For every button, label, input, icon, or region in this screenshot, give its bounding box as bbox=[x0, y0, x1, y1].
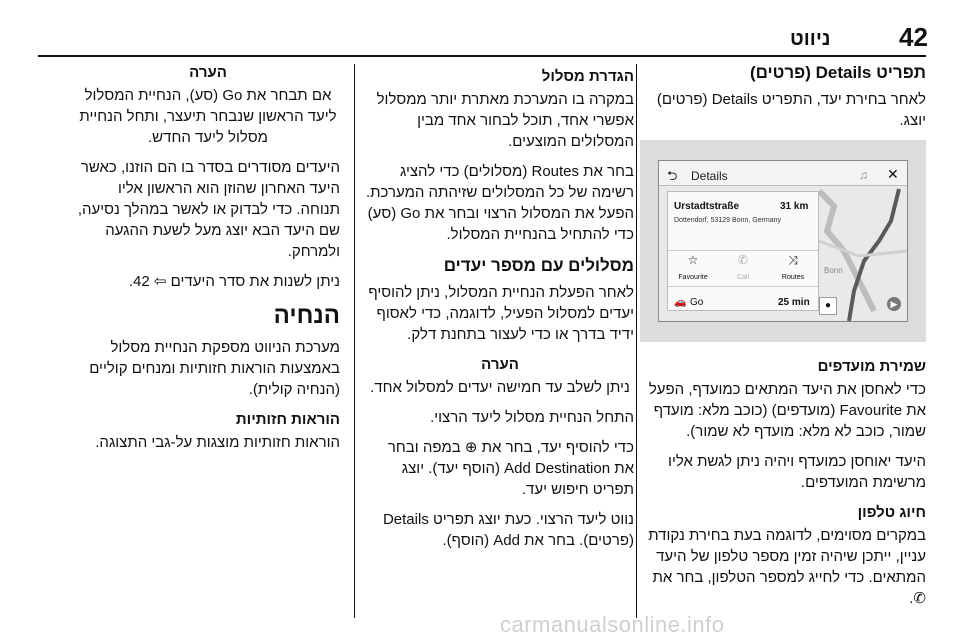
waypoints-p1: לאחר הפעלת הנחיית המסלול, ניתן להוסיף יעדים למסלול הפעיל, לדוגמה, כדי לאסוף ידיד בדרך או כדי לעצור בתחנת דלק. bbox=[368, 284, 634, 343]
screenshot-frame bbox=[640, 140, 926, 342]
star-icon: ☆ bbox=[687, 253, 699, 267]
waypoints-heading: מסלולים עם מספר יעדים bbox=[443, 256, 634, 275]
routes-p1: במקרה בו המערכת מאתרת יותר ממסלול אפשרי אחד, תוכל לבחור אחד מבין המסלולים המוצעים. bbox=[376, 91, 634, 150]
routes-button[interactable]: ⤨ Routes bbox=[768, 253, 818, 288]
destination-street: Urstadtstraße bbox=[674, 201, 740, 212]
favourites-p2: היעד יאוחסן כמועדף ויהיה ניתן לגשת אליו מרשימת המועדפים. bbox=[668, 453, 926, 491]
left-note-label: הערה bbox=[189, 64, 227, 81]
screen-title-bar bbox=[659, 161, 907, 186]
column-divider-left bbox=[354, 64, 355, 618]
waypoints-p4: נווט ליעד הרצוי. כעת יוצג תפריט Details (פרטים). בחר את Add (הוסף). bbox=[382, 511, 634, 549]
waypoints-p3: כדי להוסיף יעד, בחר את ⊕ במפה ובחר את Add Destination (הוסף יעד). יוצג תפריט חיפוש יעד. bbox=[387, 439, 634, 498]
routes-heading: הגדרת מסלול bbox=[541, 68, 634, 85]
routes-p2: בחר את Routes (מסלולים) כדי להציג רשימה של כל המסלולים שזיהתה המערכת. הפעל את המסלול הרצוי ובחר את Go (סע) כדי להתחיל בהנחיית המסלול. bbox=[366, 163, 634, 243]
visual-heading: הוראות חזותיות bbox=[235, 411, 340, 428]
map-pin-icon[interactable]: ● bbox=[819, 297, 837, 315]
screen-title: Details bbox=[691, 169, 728, 183]
favourites-p1: כדי לאחסן את היעד המתאים כמועדף, הפעל את Favourite (מועדפים) (כוכב מלא: מועדף שמור, כוכב לא מלא: מועדף לא שמור). bbox=[648, 381, 926, 440]
back-icon[interactable]: ⮌ bbox=[667, 168, 678, 183]
waypoints-note-text: ניתן לשלב עד חמישה יעדים למסלול אחד. bbox=[370, 379, 630, 396]
call-button[interactable]: ✆ Call bbox=[718, 253, 768, 288]
favourite-button[interactable]: ☆ Favourite bbox=[668, 253, 718, 288]
column-divider-right bbox=[636, 64, 637, 618]
details-button-row bbox=[668, 250, 818, 285]
details-screenshot bbox=[658, 160, 908, 322]
guidance-p1: מערכת הניווט מספקת הנחיית מסלול באמצעות הוראות חזותיות ומנחים קוליים (הנחיה קולית). bbox=[89, 339, 340, 398]
phone-p1: במקרים מסוימים, לדוגמה בעת בחירת נקודת עניין, ייתכן שיהיה זמין מספר טלפון של היעד המתאים. כדי לחייג למספר הטלפון, בחר את ✆. bbox=[648, 527, 926, 607]
visual-text: הוראות חזותיות מוצגות על-גבי התצוגה. bbox=[95, 434, 340, 451]
waypoints-note-label: הערה bbox=[481, 356, 519, 373]
destination-address: Dottendorf, 53129 Bonn, Germany bbox=[674, 217, 782, 224]
phone-heading: חיוג טלפון bbox=[857, 504, 926, 521]
phone-icon: ✆ bbox=[737, 253, 749, 267]
chapter-title: ניווט bbox=[790, 28, 831, 50]
page-header bbox=[0, 0, 960, 56]
music-icon[interactable]: ♫ bbox=[859, 168, 868, 182]
left-p2: ניתן לשנות את סדר היעדים ⇦ 42. bbox=[128, 273, 340, 290]
destination-distance: 31 km bbox=[780, 201, 809, 212]
car-icon: 🚗 bbox=[674, 297, 687, 308]
details-intro: לאחר בחירת יעד, התפריט Details (פרטים) יוצג. bbox=[656, 91, 926, 129]
routes-icon: ⤨ bbox=[788, 253, 798, 267]
left-note-text: אם תבחר את Go (סע), הנחיית המסלול ליעד הראשון שנבחר תיעצר, ותחל הנחיית מסלול ליעד החדש. bbox=[79, 87, 337, 146]
favourites-heading: שמירת מועדפים bbox=[817, 358, 926, 375]
go-button-label: Go bbox=[690, 297, 704, 308]
header-rule bbox=[38, 55, 926, 57]
guidance-heading: הנחיה bbox=[273, 302, 340, 329]
go-bar[interactable] bbox=[668, 286, 818, 311]
section-title-details: תפריט Details (פרטים) bbox=[749, 63, 926, 82]
left-column bbox=[76, 62, 340, 462]
watermark: carmanualsonline.info bbox=[500, 612, 725, 637]
left-p1: היעדים מסודרים בסדר בו הם הוזנו, כאשר היעד האחרון שהוזן הוא הראשון אליו תנוחה. כדי לבדוק או לאשר במהלך נסיעה, שם היעד הבא יוצג מעל לשעת ההגעה ולמרחק. bbox=[77, 159, 340, 260]
right-column bbox=[640, 62, 926, 618]
waypoints-p2: התחל הנחיית מסלול ליעד הרצוי. bbox=[430, 409, 634, 426]
details-panel bbox=[667, 191, 819, 311]
map-city-label: Bonn bbox=[824, 266, 843, 275]
middle-column bbox=[366, 62, 634, 560]
close-icon[interactable]: ✕ bbox=[887, 166, 899, 182]
navigate-icon[interactable]: ▶ bbox=[887, 297, 901, 311]
travel-time: 25 min bbox=[778, 297, 810, 308]
page-number: 42 bbox=[899, 22, 928, 52]
